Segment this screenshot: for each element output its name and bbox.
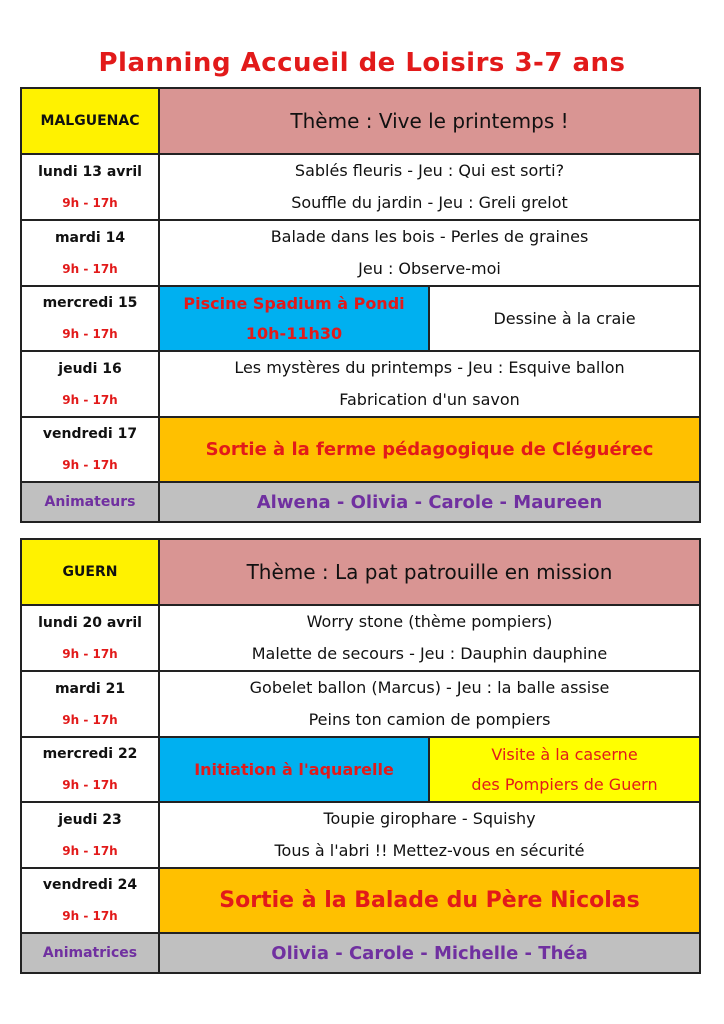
day-row — [21, 671, 700, 737]
activities-cell — [159, 802, 700, 868]
schedule-table-guern — [20, 538, 701, 974]
hours-label: 9h - 17h — [62, 778, 118, 792]
fire-station-visit-cell — [429, 737, 700, 802]
day-cell — [21, 671, 159, 737]
day-row — [21, 868, 700, 933]
activities-cell — [159, 605, 700, 671]
hours-label: 9h - 17h — [62, 458, 118, 472]
header-row — [21, 539, 700, 605]
hours-label: 9h - 17h — [62, 646, 118, 661]
watercolor-activity-cell: Initiation à l'aquarelle — [159, 737, 429, 802]
day-row — [21, 802, 700, 868]
day-row — [21, 605, 700, 671]
hours-label: 9h - 17h — [62, 712, 118, 727]
day-label: vendredi 24 — [42, 877, 138, 893]
day-row — [21, 154, 700, 220]
activity-line: Balade dans les bois - Perles de graines — [270, 227, 589, 246]
day-cell — [21, 737, 159, 802]
activity-line: Sablés fleuris - Jeu : Qui est sorti? — [294, 161, 565, 180]
day-row — [21, 286, 700, 351]
staff-row — [21, 482, 700, 522]
day-cell — [21, 802, 159, 868]
staff-names: Olivia - Carole - Michelle - Théa — [159, 933, 700, 973]
day-label: jeudi 16 — [58, 360, 122, 377]
hours-label: 9h - 17h — [62, 392, 118, 407]
staff-row — [21, 933, 700, 973]
location-cell: MALGUENAC — [21, 88, 159, 154]
day-label: lundi 13 avril — [38, 163, 142, 180]
day-cell — [21, 154, 159, 220]
day-label: jeudi 23 — [58, 811, 122, 828]
location-cell: GUERN — [21, 539, 159, 605]
pool-activity-cell — [159, 286, 429, 351]
day-row — [21, 737, 700, 802]
staff-label: Animatrices — [21, 933, 159, 973]
activity-line: Les mystères du printemps - Jeu : Esquive ballon — [234, 358, 625, 377]
activity-line: Toupie girophare - Squishy — [323, 809, 536, 828]
activity-line: Piscine Spadium à Pondi — [183, 293, 405, 313]
activity-line: Worry stone (thème pompiers) — [306, 612, 553, 631]
hours-label: 9h - 17h — [62, 195, 118, 210]
day-label: mardi 14 — [54, 229, 126, 246]
day-row — [21, 351, 700, 417]
activity-line: Visite à la caserne — [491, 744, 638, 764]
day-label: lundi 20 avril — [38, 614, 142, 631]
schedule-table-malguenac — [20, 87, 701, 523]
activity-line: Fabrication d'un savon — [339, 390, 520, 409]
activity-line: Peins ton camion de pompiers — [308, 710, 551, 729]
hours-label: 9h - 17h — [62, 261, 118, 276]
theme-cell: Thème : La pat patrouille en mission — [159, 539, 700, 605]
activity-line: Jeu : Observe-moi — [358, 259, 501, 278]
day-cell — [21, 417, 159, 482]
day-cell — [21, 351, 159, 417]
day-label: mercredi 22 — [42, 746, 138, 762]
activity-line: Malette de secours - Jeu : Dauphin dauphine — [251, 644, 608, 663]
activities-cell — [159, 220, 700, 286]
hours-label: 9h - 17h — [62, 843, 118, 858]
day-label: vendredi 17 — [42, 426, 138, 442]
activity-line: des Pompiers de Guern — [471, 774, 658, 794]
activity-line: Gobelet ballon (Marcus) - Jeu : la balle assise — [249, 678, 610, 697]
header-row — [21, 88, 700, 154]
outing-cell: Sortie à la ferme pédagogique de Cléguérec — [159, 417, 700, 482]
activity-line: Souffle du jardin - Jeu : Greli grelot — [291, 193, 568, 212]
day-cell — [21, 220, 159, 286]
activity-cell: Dessine à la craie — [429, 286, 700, 351]
day-label: mardi 21 — [54, 680, 126, 697]
day-cell — [21, 286, 159, 351]
activities-cell — [159, 671, 700, 737]
day-cell — [21, 868, 159, 933]
hours-label: 9h - 17h — [62, 327, 118, 341]
day-cell — [21, 605, 159, 671]
outing-cell: Sortie à la Balade du Père Nicolas — [159, 868, 700, 933]
staff-names: Alwena - Olivia - Carole - Maureen — [159, 482, 700, 522]
activities-cell — [159, 154, 700, 220]
activity-line: Tous à l'abri !! Mettez-vous en sécurité — [274, 841, 585, 860]
day-row — [21, 417, 700, 482]
page-title: Planning Accueil de Loisirs 3-7 ans — [98, 48, 626, 78]
day-row — [21, 220, 700, 286]
day-label: mercredi 15 — [42, 295, 138, 311]
staff-label: Animateurs — [21, 482, 159, 522]
hours-label: 9h - 17h — [62, 909, 118, 923]
theme-cell: Thème : Vive le printemps ! — [159, 88, 700, 154]
activity-time: 10h-11h30 — [245, 323, 343, 343]
activities-cell — [159, 351, 700, 417]
